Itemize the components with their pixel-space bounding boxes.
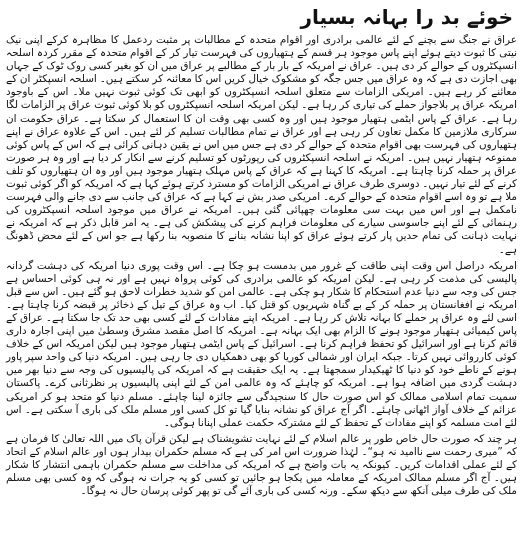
- article-paragraph-2: امریکہ دراصل اس وقت اپنی طاقت کے غرور میں بدمست ہو چکا ہے۔ اس وقت پوری دنیا امریکہ کی دہشت گردانہ پالیسی کی مذمت کر رہی ہے۔ لیکن امریکہ کو عالمی برادری کی کوئی پرواہ نہیں ہے اور نہ ہی کوئی احساس ہے جس کی وجہ سے دنیا عدم استحکام کا شکار ہو چکی ہے۔ عالمی امن کو شدید خطرات لاحق ہو گئے ہیں۔ اس سے قبل امریکہ نے افغانستان پر حملہ کر کے بے گناہ شہریوں کو قتل کیا۔ اب وہ عراق کے تیل کے ذخائر پر قبضہ کرنا چاہتا ہے۔ اسی لئے وہ عراق پر حملے کا بہانہ تلاش کر رہا ہے۔ امریکہ اپنے مفادات کے لئے کسی بھی حد تک جا سکتا ہے۔ عراق کے پاس کیمیائی ہتھیار موجود ہونے کا الزام بھی ایک بہانہ ہے۔ امریکہ کا اصل مقصد مشرق وسطیٰ میں اپنی اجارہ داری قائم کرنا ہے اور اسرائیل کو تحفظ فراہم کرنا ہے۔ اسرائیل کے پاس ایٹمی ہتھیار موجود ہیں لیکن امریکہ اس کے خلاف کوئی کارروائی نہیں کرتا۔ جبکہ ایران اور شمالی کوریا کو بھی دھمکیاں دی جا رہی ہیں۔ امریکہ دنیا کی واحد سپر پاور ہونے کے ناطے خود کو دنیا کا ٹھیکیدار سمجھتا ہے۔ یہ ایک حقیقت ہے کہ امریکہ کی پالیسیوں کی وجہ سے دنیا بھر میں دہشت گردی میں اضافہ ہوا ہے۔ امریکہ کو چاہئے کہ وہ عالمی امن کے لئے اپنی پالیسیوں پر نظرثانی کرے۔ پاکستان سمیت تمام اسلامی ممالک کو اس صورت حال کا سنجیدگی سے جائزہ لینا چاہئے۔ مسلم دنیا کو متحد ہو کر امریکی عزائم کے خلاف آواز اٹھانی چاہئے۔ اگر آج عراق کو نشانہ بنایا گیا تو کل کسی اور مسلم ملک کی باری آ سکتی ہے۔ اس لئے امت مسلمہ کو اپنے مفادات کے تحفظ کے لئے مشترکہ حکمت عملی اپنانا ہوگی۔: [6, 259, 517, 429]
- article-headline: خوئے بد را بہانہ بسیار: [300, 5, 513, 29]
- article-paragraph-1: عراق نے جنگ سے بچنے کے لئے عالمی برادری اور اقوام متحدہ کے مطالبات پر مثبت ردعمل کا مظاہرہ کرکے اپنی نیک نیتی کا ثبوت دیتے ہوئے اپنے پاس موجود ہر قسم کے ہتھیاروں کی فہرست تیار کر کے اقوام متحدہ کے مقرر کردہ اسلحہ انسپکٹروں کے حوالے کر دی ہیں۔ عراق نے امریکہ کے بار بار کے مطالبے پر عراق میں ان کو بغیر کسی روک ٹوک کے جہاں بھی اجازت دی ہے کہ وہ عراق میں جس جگہ کو مشکوک خیال کریں اس کا معائنہ کر سکتے ہیں۔ اسلحہ انسپکٹر ان کے معائنے کر رہے ہیں۔ امریکی الزامات سے متعلق اسلحہ انسپکٹروں کو ابھی تک کوئی ثبوت نہیں ملا۔ اس کے باوجود امریکہ عراق پر بلاجواز حملے کی تیاری کر رہا ہے۔ لیکن امریکہ اسلحہ انسپکٹروں کو بلا کوئی ثبوت عراق پر الزامات لگا رہا ہے۔ عراق کے پاس ایٹمی ہتھیار موجود ہیں اور وہ کسی بھی وقت ان کا استعمال کر سکتا ہے۔ عراق حکومت ان سرکاری ملازمین کا مکمل تعاون کر رہی ہے اور عراق نے تمام مطالبات تسلیم کر لئے ہیں۔ اس کے علاوہ عراق نے اپنے ہتھیاروں کی فہرست بھی اقوام متحدہ کے حوالے کر دی ہے جس میں اس نے یقین دہانی کرائی ہے کہ اس کے پاس کوئی ممنوعہ ہتھیار نہیں ہیں۔ امریکہ نے اسلحہ انسپکٹروں کی رپورٹوں کو تسلیم کرنے سے انکار کر دیا ہے اور وہ ہر صورت عراق پر حملہ کرنا چاہتا ہے۔ امریکہ کا کہنا ہے کہ عراق کے پاس مہلک ہتھیار موجود ہیں اور وہ ان ہتھیاروں کو تلف کرنے کے لئے تیار نہیں۔ دوسری طرف عراق نے امریکی الزامات کو مسترد کرتے ہوئے کہا ہے کہ امریکہ کو اگر کوئی ثبوت ملا ہے تو وہ اسے اقوام متحدہ کے حوالے کرے۔ امریکی صدر بش نے کہا ہے کہ عراق کی جانب سے دی جانے والی فہرست نامکمل ہے اور اس میں بہت سی معلومات چھپائی گئی ہیں۔ امریکہ نے عراق میں موجود اسلحہ انسپکٹروں کی رہنمائی کے لئے اپنے جاسوسی سیارے کی معلومات فراہم کرنے کی پیشکش کی ہے۔ یہ امر قابل ذکر ہے کہ امریکہ نے نہایت ذہانت کی تمام حدیں پار کرتے ہوئے عراق کو اپنا نشانہ بنانے کا منصوبہ بنا رکھا ہے جو اس کے لئے محض ڈھونگ ہے۔: [6, 34, 517, 256]
- article-paragraph-3: ہر چند کہ صورت حال خاص طور پر عالم اسلام کے لئے نہایت تشویشناک ہے لیکن قرآن پاک میں اللہ تعالیٰ کا فرمان ہے کہ ”میری رحمت سے ناامید نہ ہو“۔ لہٰذا ضرورت اس امر کی ہے کہ مسلم حکمران بیدار ہوں اور عالم اسلام کے اتحاد کے لئے عملی اقدامات کریں۔ کیونکہ یہ بات واضح ہے کہ امریکہ کی مداخلت سے مسلم حکمران باہمی انتشار کا شکار ہیں۔ آج اگر مسلم ممالک امریکہ کے معاملہ میں یکجا ہو جائیں تو کسی کو یہ جرات نہ ہوگی کہ وہ کسی بھی مسلم ملک کی طرف میلی آنکھ سے دیکھ سکے۔ ورنہ کسی کی باری آئے گی تو پھر کوئی پرسان حال نہ ہوگا۔: [6, 432, 517, 498]
